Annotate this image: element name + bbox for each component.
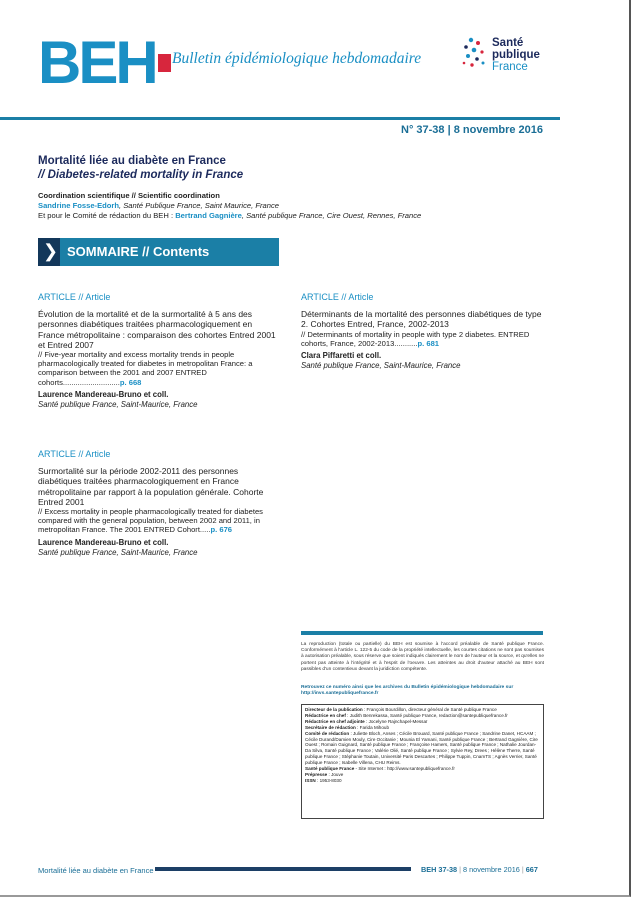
sommaire-label: SOMMAIRE // Contents bbox=[67, 244, 210, 259]
credit-label: Santé publique France bbox=[305, 766, 355, 772]
footer-date: 8 novembre 2016 bbox=[463, 865, 520, 874]
credit-line bbox=[305, 731, 540, 766]
credit-text: : Jouve bbox=[327, 771, 344, 777]
coordination-label: Coordination scientifique // Scientific coordination bbox=[38, 191, 220, 200]
article-author: Laurence Mandereau-Bruno et coll. bbox=[38, 389, 169, 399]
article-entry[interactable] bbox=[38, 449, 278, 558]
article-title[interactable]: Surmortalité sur la période 2002-2011 des personnes diabétiques traitées pharmacologiquement en France métropolitaine par rapport à la population générale. Cohorte Entred 2001 bbox=[38, 466, 264, 507]
footer-title: Mortalité liée au diabète en France bbox=[38, 866, 154, 875]
footer-issue: BEH 37-38 | 8 novembre 2016 | 667 bbox=[421, 865, 538, 874]
article-affiliation: Santé publique France, Saint-Maurice, France bbox=[38, 547, 198, 557]
article-author: Clara Piffaretti et coll. bbox=[301, 351, 382, 361]
committee-prefix: Et pour le Comité de rédaction du BEH : bbox=[38, 211, 176, 220]
article-page-ref[interactable]: p. 676 bbox=[210, 525, 233, 535]
credit-label: Secrétaire de rédaction bbox=[305, 724, 356, 730]
committee-affiliation: , Santé publique France, Cire Ouest, Rennes, France bbox=[241, 211, 422, 220]
credit-text: : Farida Mihoub bbox=[355, 724, 390, 730]
article-entry[interactable] bbox=[38, 292, 278, 410]
archives-link[interactable]: Retrouvez ce numéro ainsi que les archives du Bulletin épidémiologique hebdomadaire sur http://invs.santepubliquefrance.fr bbox=[301, 685, 514, 697]
sante-publique-france-wordmark bbox=[492, 37, 540, 73]
logo-line-2: publique bbox=[492, 49, 540, 61]
committee-name: Bertrand Gagnière bbox=[175, 211, 242, 220]
article-title[interactable]: Déterminants de la mortalité des personnes diabétiques de type 2. Cohortes Entred, France, 2002-2013 bbox=[301, 309, 542, 330]
article-affiliation: Santé publique France, Saint-Maurice, France bbox=[38, 400, 198, 410]
beh-logo-red-accent bbox=[158, 54, 171, 72]
coordinator-affiliation: , Santé Publique France, Saint Maurice, France bbox=[119, 201, 279, 210]
beh-subtitle: Bulletin épidémiologique hebdomadaire bbox=[172, 50, 422, 67]
coordination-line bbox=[38, 201, 279, 210]
article-kicker: ARTICLE // Article bbox=[301, 292, 374, 302]
committee-line bbox=[38, 211, 421, 220]
chevron-glyph: ❯ bbox=[43, 241, 59, 261]
article-kicker: ARTICLE // Article bbox=[38, 292, 111, 302]
footer-page-number: 667 bbox=[525, 865, 538, 874]
credit-line bbox=[305, 778, 540, 784]
article-title-english-text: // Excess mortality in people pharmacologically treated for diabetes compared with the general population, between 2002 and 2011, in metropolitan France. The 2001 ENTRED Cohort..... bbox=[38, 507, 263, 535]
credit-text: : Juliette Bloch, Anses ; Cécile Brouard, Santé publique France ; Sandrine Danet, HCAAM ; Cécile Durand/Damien Mouly, Cire Occitanie ; Mounia El Yamani, Santé publique France ; Bertrand Gagnière, Cire Ouest ; Romain Guignard, Santé publique France ; Françoise Hamers, Santé publique France ; Nathalie Jourdan-Da Silva, Santé publique France ; Valérie Olié, Santé publique France ; Sylvie Rey, Drees ; Hélène Therre, Santé publique France ; Stéphanie Toutain, Université Paris Descartes ; Philippe Tuppin, CnamTS ; Agnès Verrier, Santé publique France ; Isabelle Villena, CHU Reims. bbox=[305, 730, 538, 766]
article-page-ref[interactable]: p. 681 bbox=[417, 338, 440, 348]
article-author: Laurence Mandereau-Bruno et coll. bbox=[38, 537, 169, 547]
article-title-english bbox=[38, 507, 278, 535]
legal-box-rule bbox=[301, 631, 543, 635]
issue-number: N° 37-38 | 8 novembre 2016 bbox=[401, 124, 543, 136]
copyright-notice: La reproduction (totale ou partielle) du BEH est soumise à l'accord préalable de Santé publique France. Conformément à l'article L. 122-5 du code de la propriété intellectuelle, les courtes citations ne sont pas soumises à autorisation préalable, sous réserve que soient indiqués clairement le nom de l'auteur et la source, et qu'elles ne portent pas atteinte à l'intégrité et à l'esprit de l'oeuvre. Les atteintes au droit d'auteur attaché au BEH sont passibles d'un contentieux devant la juridiction compétente. bbox=[301, 642, 544, 672]
article-title-english bbox=[301, 330, 543, 348]
editorial-credits bbox=[301, 704, 544, 819]
coordinator-name: Sandrine Fosse-Edorh bbox=[38, 201, 120, 210]
article-title-english-text: // Determinants of mortality in people with type 2 diabetes. ENTRED cohorts, France, 2002-2013........... bbox=[301, 329, 530, 348]
chevron-right-icon bbox=[38, 238, 60, 266]
credit-label: Comité de rédaction bbox=[305, 730, 350, 736]
credit-text: - Site Internet : http://www.santepubliquefrance.fr bbox=[354, 766, 455, 772]
beh-logo: BEH bbox=[38, 29, 156, 96]
credit-label: Prépresse bbox=[305, 771, 328, 777]
article-title-english-text: // Five-year mortality and excess mortality trends in people pharmacologically treated for diabetes in metropolitan France: a comparison between the 2001 and 2007 ENTRED cohorts........................... bbox=[38, 350, 253, 387]
page-title-english: // Diabetes-related mortality in France bbox=[38, 169, 244, 181]
article-page-ref[interactable]: p. 668 bbox=[119, 377, 142, 387]
footer-beh: BEH 37-38 bbox=[421, 865, 458, 874]
header-rule bbox=[0, 117, 560, 120]
footer-bar bbox=[155, 867, 411, 871]
article-title-english bbox=[38, 350, 278, 387]
page-title: Mortalité liée au diabète en France bbox=[38, 155, 226, 167]
credit-text: : François Bourdillon, directeur général de Santé publique France bbox=[362, 707, 497, 712]
credit-text: : Judith Benrekassa, Santé publique France, redaction@santepubliquefrance.fr bbox=[345, 712, 508, 718]
logo-line-1: Santé bbox=[492, 37, 524, 49]
article-title[interactable]: Évolution de la mortalité et de la surmortalité à 5 ans des personnes diabétiques traitées pharmacologiquement en France métropolitaine : comparaison des cohortes Entred 2001 et Entred 2007 bbox=[38, 309, 276, 350]
credit-text: : 1953-8030 bbox=[315, 777, 342, 783]
sommaire-banner bbox=[38, 238, 279, 266]
article-kicker: ARTICLE // Article bbox=[38, 449, 111, 459]
credit-label: ISSN bbox=[305, 777, 316, 783]
credit-text: : Jocelyne Rajnchapel-Messaï bbox=[364, 718, 428, 724]
logo-line-3: France bbox=[492, 61, 528, 73]
credit-label: Rédactrice en chef bbox=[305, 712, 346, 718]
credit-label: Rédactrice en chef adjointe bbox=[305, 718, 365, 724]
article-entry[interactable] bbox=[301, 292, 543, 371]
credit-label: Directeur de la publication bbox=[305, 707, 363, 712]
article-affiliation: Santé publique France, Saint-Maurice, France bbox=[301, 361, 461, 371]
